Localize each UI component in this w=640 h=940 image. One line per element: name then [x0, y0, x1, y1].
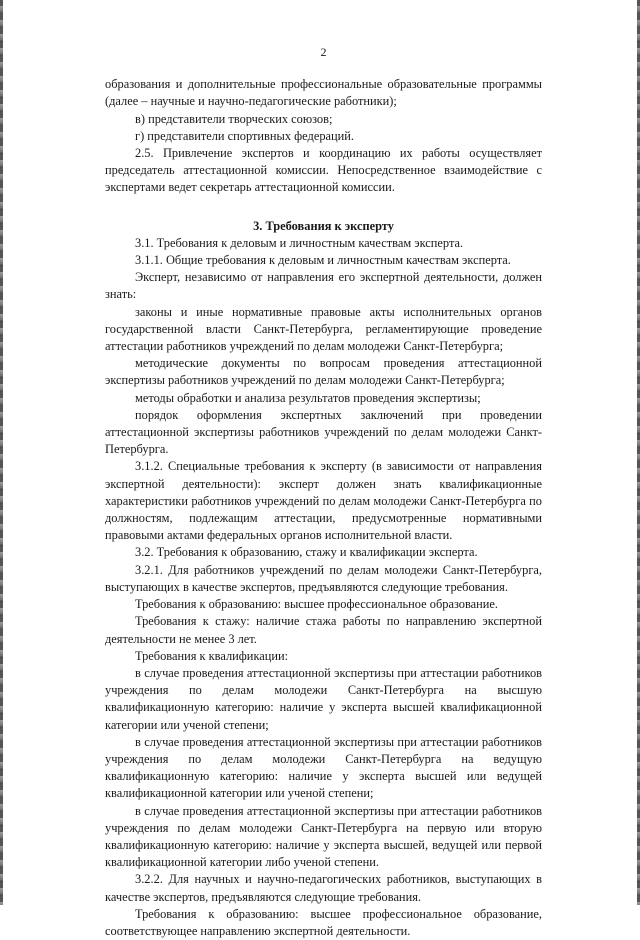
paragraph: законы и иные нормативные правовые акты исполнительных органов государственной власти Санкт-Петербурга, регламентирующие проведение аттестации работников учреждений по делам молодежи Санкт-Петербурга; [105, 304, 542, 354]
paragraph: г) представители спортивных федераций. [135, 128, 355, 143]
paragraph: 3.2.2. Для научных и научно-педагогических работников, выступающих в качестве экспертов, предъявляются следующие требования. [105, 872, 542, 904]
paragraph: 3.1.1. Общие требования к деловым и личностным качествам эксперта. [135, 253, 511, 268]
paragraph: в случае проведения аттестационной экспертизы при аттестации работников учреждения по делам молодежи Санкт-Петербурга на ведущую квалификационную категорию: наличие у эксперта высшей или ведущей квалификационной категории или ученой степени; [105, 734, 542, 801]
section-heading: 3. Требования к эксперту [253, 218, 394, 233]
paragraph-continuation: (далее – научные и научно-педагогические работники); [105, 94, 397, 109]
paragraph: 2.5. Привлечение экспертов и координацию их работы осуществляет председатель аттестационной комиссии. Непосредственное взаимодействие с экспертами ведет секретарь аттестационной комиссии. [105, 146, 542, 195]
paragraph: методы обработки и анализа результатов проведения экспертизы; [135, 390, 481, 405]
paragraph: 3.1.2. Специальные требования к эксперту (в зависимости от направления экспертной деятельности): эксперт должен знать квалификационные характеристики работников учреждений по делам молодежи Санкт-Петербурга по должностям, подлежащим аттестации, предусмотренные нормативными правовыми актами федеральных органов исполнительной власти. [105, 459, 542, 543]
paragraph: в случае проведения аттестационной экспертизы при аттестации работников учреждения по делам молодежи Санкт-Петербурга на высшую квалификационную категорию: наличие у эксперта высшей квалификационной категории или ученой степени; [105, 665, 542, 732]
document-page [105, 44, 542, 940]
paragraph: порядок оформления экспертных заключений при проведении аттестационной экспертизы работников учреждений по делам молодежи Санкт-Петербурга. [105, 407, 542, 457]
paragraph: Требования к стажу: наличие стажа работы по направлению экспертной деятельности не менее 3 лет. [105, 614, 542, 646]
paragraph: Требования к образованию: высшее профессиональное образование, соответствующее направлению экспертной деятельности. [105, 906, 542, 938]
paragraph: Требования к образованию: высшее профессиональное образование. [135, 597, 499, 612]
paragraph: методические документы по вопросам проведения аттестационной экспертизы работников учреждений по делам молодежи Санкт-Петербурга; [105, 356, 542, 388]
paragraph: Требования к квалификации: [135, 648, 289, 663]
paragraph: 3.2. Требования к образованию, стажу и квалификации эксперта. [135, 545, 478, 560]
paragraph: Эксперт, независимо от направления его экспертной деятельности, должен знать: [105, 270, 542, 302]
paragraph: в) представители творческих союзов; [135, 111, 333, 126]
scan-edge-left [0, 0, 3, 905]
document-body [105, 76, 542, 940]
paragraph-continuation: образования и дополнительные профессиональные образовательные программы [105, 77, 542, 92]
page-number: 2 [320, 45, 327, 59]
paragraph: 3.2.1. Для работников учреждений по делам молодежи Санкт-Петербурга, выступающих в качестве экспертов, предъявляются следующие требования. [105, 562, 542, 594]
paragraph: в случае проведения аттестационной экспертизы при аттестации работников учреждения по делам молодежи Санкт-Петербурга на первую или вторую квалификационную категорию: наличие у эксперта высшей, ведущей или первой квалификационной категории либо ученой степени. [105, 803, 542, 870]
paragraph: 3.1. Требования к деловым и личностным качествам эксперта. [135, 235, 464, 250]
